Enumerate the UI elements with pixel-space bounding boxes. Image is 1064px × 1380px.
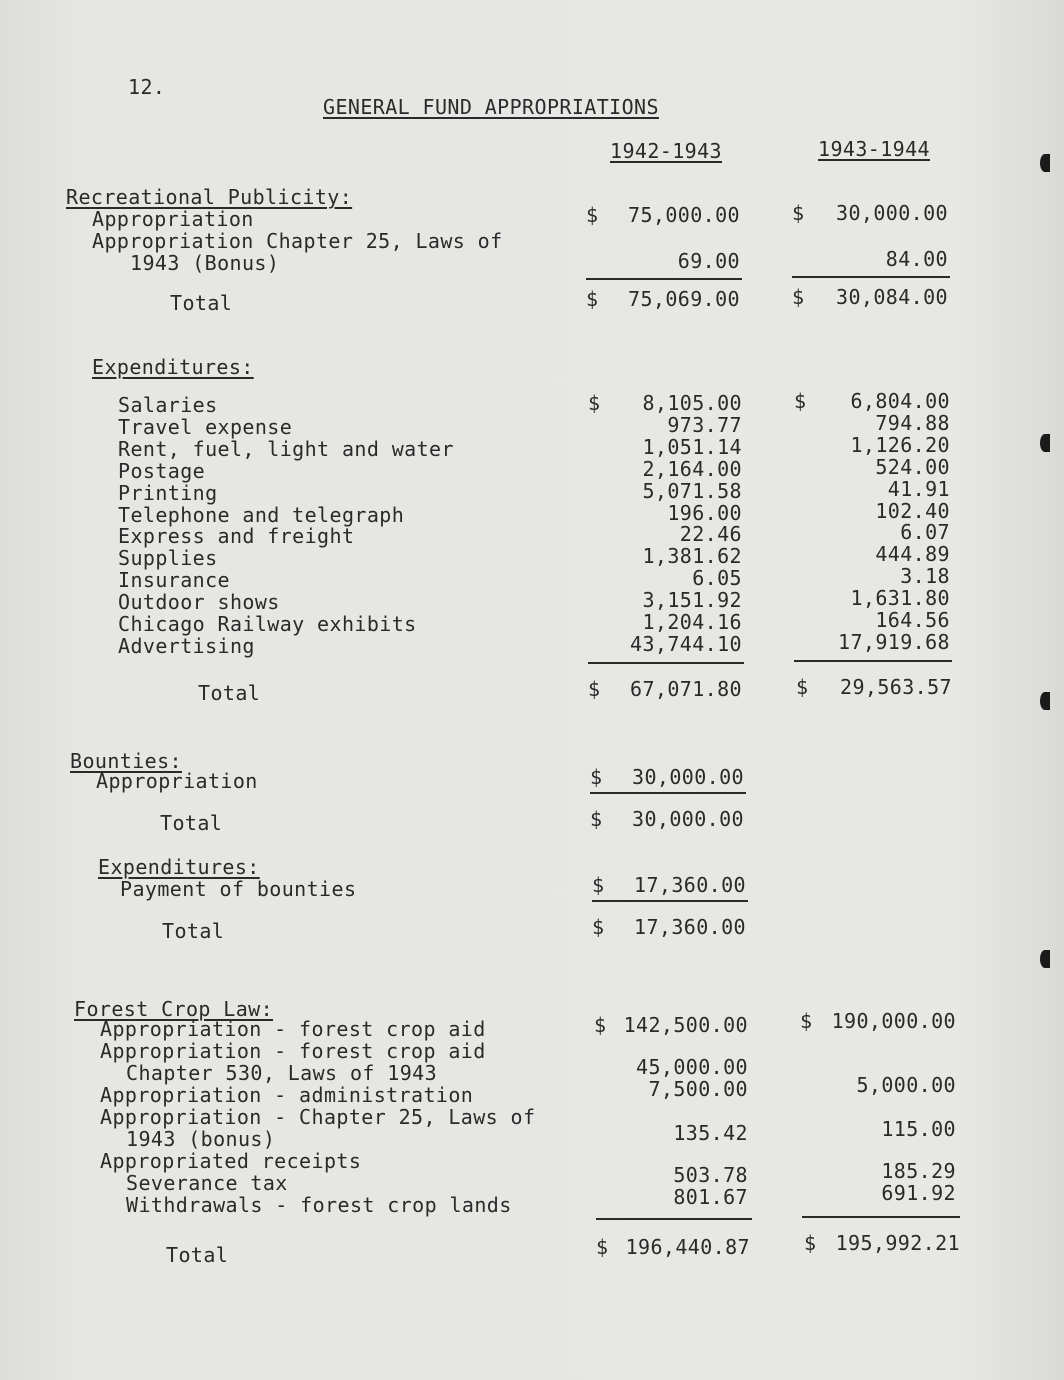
value-1943: 691.92 bbox=[881, 1181, 956, 1205]
expense-value-1942: 6.05 bbox=[692, 566, 742, 590]
total-1943: 29,563.57 bbox=[840, 675, 952, 699]
row-label-cont: 1943 (Bonus) bbox=[130, 251, 280, 275]
expense-value-1943: 3.18 bbox=[900, 564, 950, 588]
dollar-sign: $ bbox=[588, 391, 601, 415]
dollar-sign: $ bbox=[590, 807, 603, 831]
row-label: Appropriated receipts bbox=[100, 1149, 362, 1173]
column-header-1942: 1942-1943 bbox=[610, 139, 722, 163]
total-1942: 30,000.00 bbox=[632, 807, 744, 831]
binder-hole-mark bbox=[1040, 434, 1050, 452]
value-1942: 135.42 bbox=[673, 1121, 748, 1145]
page-number: 12. bbox=[128, 75, 166, 99]
expense-value-1943: 6.07 bbox=[900, 520, 950, 544]
expense-value-1942: 1,381.62 bbox=[642, 544, 742, 568]
expense-label: Postage bbox=[118, 459, 206, 483]
value-1943: 30,000.00 bbox=[836, 201, 948, 225]
expense-label: Telephone and telegraph bbox=[118, 503, 405, 527]
section-heading-bounties: Bounties: bbox=[70, 749, 182, 773]
expense-label: Express and freight bbox=[118, 524, 355, 548]
total-label: Total bbox=[160, 811, 223, 835]
dollar-sign: $ bbox=[592, 873, 605, 897]
row-label: Appropriation - administration bbox=[100, 1083, 474, 1107]
row-label: Appropriation - forest crop aid bbox=[100, 1039, 486, 1063]
total-1943: 30,084.00 bbox=[836, 285, 948, 309]
value-1943: 84.00 bbox=[885, 247, 948, 271]
value-1942: 75,000.00 bbox=[628, 203, 740, 227]
expense-value-1942: 2,164.00 bbox=[642, 457, 742, 481]
value-1942: 503.78 bbox=[673, 1163, 748, 1187]
page-title: GENERAL FUND APPROPRIATIONS bbox=[323, 95, 659, 119]
dollar-sign: $ bbox=[590, 765, 603, 789]
total-1942: 75,069.00 bbox=[628, 287, 740, 311]
value-1943: 190,000.00 bbox=[831, 1009, 956, 1033]
dollar-sign: $ bbox=[588, 677, 601, 701]
dollar-sign: $ bbox=[800, 1009, 813, 1033]
value-1943: 115.00 bbox=[881, 1117, 956, 1141]
total-1942: 17,360.00 bbox=[634, 915, 746, 939]
total-label: Total bbox=[198, 681, 261, 705]
expense-value-1942: 196.00 bbox=[667, 501, 742, 525]
sum-rule bbox=[592, 900, 748, 902]
dollar-sign: $ bbox=[586, 287, 599, 311]
sum-rule bbox=[802, 1216, 960, 1218]
row-label-cont: Chapter 530, Laws of 1943 bbox=[126, 1061, 438, 1085]
binder-hole-mark bbox=[1040, 154, 1050, 172]
row-label: Appropriation bbox=[92, 207, 254, 231]
dollar-sign: $ bbox=[794, 389, 807, 413]
dollar-sign: $ bbox=[792, 201, 805, 225]
dollar-sign: $ bbox=[796, 675, 809, 699]
expense-value-1942: 5,071.58 bbox=[642, 479, 742, 503]
expense-label: Salaries bbox=[118, 393, 218, 417]
section-heading-recreational: Recreational Publicity: bbox=[66, 185, 353, 209]
value-1942: 801.67 bbox=[673, 1185, 748, 1209]
sum-rule bbox=[590, 792, 746, 794]
total-label: Total bbox=[166, 1243, 229, 1267]
value-1942: 142,500.00 bbox=[623, 1013, 748, 1037]
row-label: Severance tax bbox=[126, 1171, 288, 1195]
binder-hole-mark bbox=[1040, 692, 1050, 710]
dollar-sign: $ bbox=[804, 1231, 817, 1255]
total-label: Total bbox=[170, 291, 233, 315]
value-1942: 7,500.00 bbox=[648, 1077, 748, 1101]
total-label: Total bbox=[162, 919, 225, 943]
expense-label: Chicago Railway exhibits bbox=[118, 612, 417, 636]
expense-label: Supplies bbox=[118, 546, 218, 570]
expense-value-1943: 17,919.68 bbox=[838, 630, 950, 654]
column-header-1943: 1943-1944 bbox=[818, 137, 930, 161]
expense-value-1942: 43,744.10 bbox=[630, 632, 742, 656]
expense-label: Advertising bbox=[118, 634, 255, 658]
expense-label: Rent, fuel, light and water bbox=[118, 437, 454, 461]
expense-value-1943: 1,631.80 bbox=[850, 586, 950, 610]
expense-value-1942: 22.46 bbox=[679, 522, 742, 546]
expenditures-heading: Expenditures: bbox=[98, 855, 260, 879]
dollar-sign: $ bbox=[592, 915, 605, 939]
total-1942: 196,440.87 bbox=[625, 1235, 750, 1259]
expense-value-1943: 524.00 bbox=[875, 455, 950, 479]
expense-value-1943: 164.56 bbox=[875, 608, 950, 632]
sum-rule bbox=[596, 1218, 752, 1220]
sum-rule bbox=[586, 278, 742, 280]
sum-rule bbox=[794, 660, 952, 662]
expense-value-1943: 6,804.00 bbox=[850, 389, 950, 413]
total-1943: 195,992.21 bbox=[835, 1231, 960, 1255]
expense-value-1942: 1,051.14 bbox=[642, 435, 742, 459]
expense-value-1942: 8,105.00 bbox=[642, 391, 742, 415]
expenditures-heading: Expenditures: bbox=[92, 355, 254, 379]
value-1943: 185.29 bbox=[881, 1159, 956, 1183]
expense-label: Insurance bbox=[118, 568, 230, 592]
row-label: Appropriation bbox=[96, 769, 258, 793]
value-1942: 17,360.00 bbox=[634, 873, 746, 897]
expense-value-1943: 444.89 bbox=[875, 542, 950, 566]
dollar-sign: $ bbox=[792, 285, 805, 309]
dollar-sign: $ bbox=[596, 1235, 609, 1259]
expense-label: Printing bbox=[118, 481, 218, 505]
expense-value-1943: 41.91 bbox=[887, 477, 950, 501]
expense-value-1942: 3,151.92 bbox=[642, 588, 742, 612]
binder-hole-mark bbox=[1040, 950, 1050, 968]
expense-label: Outdoor shows bbox=[118, 590, 280, 614]
row-label: Appropriation - Chapter 25, Laws of bbox=[100, 1105, 536, 1129]
expense-value-1943: 1,126.20 bbox=[850, 433, 950, 457]
expense-label: Travel expense bbox=[118, 415, 293, 439]
dollar-sign: $ bbox=[594, 1013, 607, 1037]
row-label: Appropriation Chapter 25, Laws of bbox=[92, 229, 503, 253]
expense-value-1942: 1,204.16 bbox=[642, 610, 742, 634]
sum-rule bbox=[792, 276, 950, 278]
row-label: Appropriation - forest crop aid bbox=[100, 1017, 486, 1041]
value-1942: 69.00 bbox=[677, 249, 740, 273]
expense-value-1943: 794.88 bbox=[875, 411, 950, 435]
value-1942: 30,000.00 bbox=[632, 765, 744, 789]
sum-rule bbox=[588, 662, 744, 664]
dollar-sign: $ bbox=[586, 203, 599, 227]
section-heading-forest: Forest Crop Law: bbox=[74, 997, 274, 1021]
value-1943: 5,000.00 bbox=[856, 1073, 956, 1097]
value-1942: 45,000.00 bbox=[636, 1055, 748, 1079]
expense-value-1943: 102.40 bbox=[875, 499, 950, 523]
row-label: Payment of bounties bbox=[120, 877, 357, 901]
total-1942: 67,071.80 bbox=[630, 677, 742, 701]
row-label-cont: 1943 (bonus) bbox=[126, 1127, 276, 1151]
row-label: Withdrawals - forest crop lands bbox=[126, 1193, 512, 1217]
expense-value-1942: 973.77 bbox=[667, 413, 742, 437]
